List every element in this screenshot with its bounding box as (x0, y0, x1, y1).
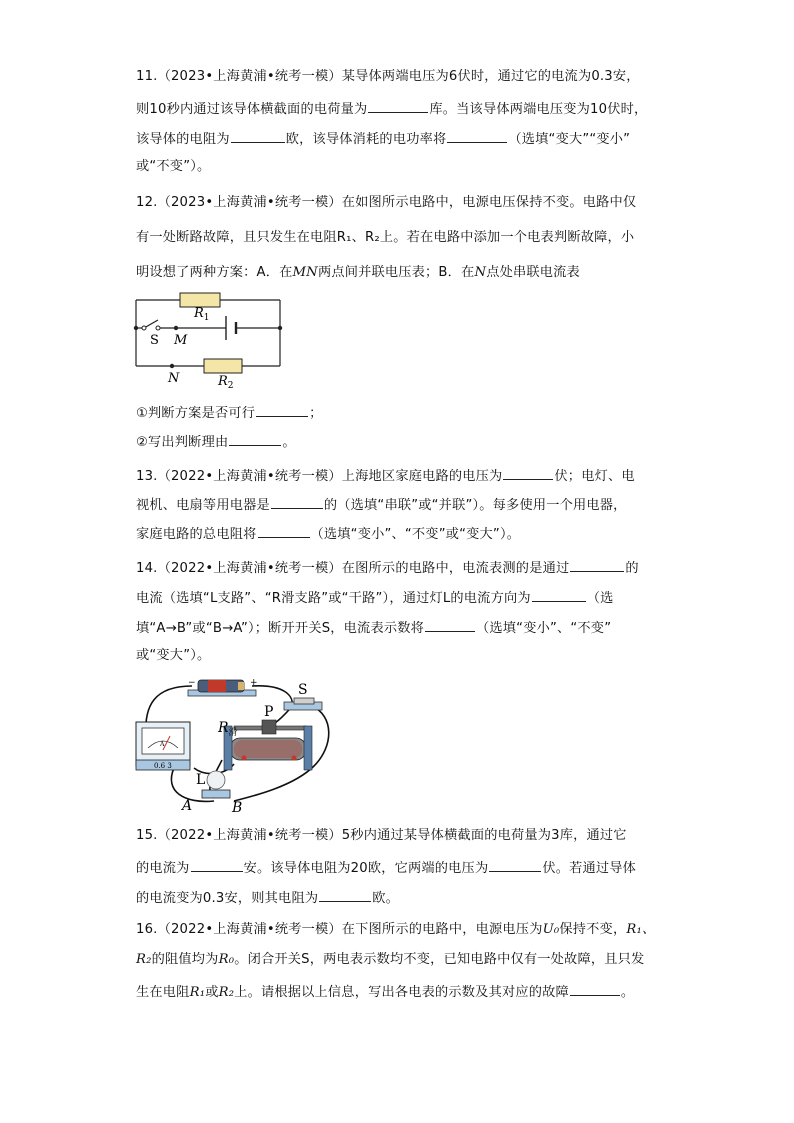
q14-line-2: 电流（选填“L支路”、“R滑支路”或“干路”），通过灯L的电流方向为 （选 (136, 587, 614, 608)
label-rheostat: $R_滑$ (218, 720, 238, 738)
q12-circuit-diagram (128, 286, 288, 390)
q12-blank-feasible[interactable] (256, 402, 308, 417)
label-terminal-b: B (232, 800, 243, 816)
q15-blank-resistance[interactable] (319, 887, 371, 902)
q14-circuit-photo (134, 676, 344, 816)
q11-blank-charge[interactable] (368, 98, 428, 113)
q12-line-3: 明设想了两种方案：A．在MN两点间并联电压表；B．在N点处串联电流表 (136, 265, 580, 280)
label-r2: $R_2$ (218, 374, 234, 390)
battery-plus-label: + (250, 678, 258, 688)
ammeter-a-label: A (160, 741, 165, 748)
label-r1: $R_1$ (194, 306, 210, 323)
q14-line-1: 14.（2022•上海黄浦•统考一模）在图所示的电路中，电流表测的是通过 的 (136, 557, 639, 578)
battery-minus-label: − (188, 678, 196, 688)
q11-blank-resistance[interactable] (231, 128, 285, 143)
q11-line-3: 该导体的电阻为 欧，该导体消耗的电功率将 （选填“变大”“变小” (136, 128, 630, 149)
q13-line-3: 家庭电路的总电阻将 （选填“变小”、“不变”或“变大”）。 (136, 523, 520, 544)
q16-line-2: R₂的阻值均为R₀。闭合开关S，两电表示数均不变，已知电路中仅有一处故障，且只发 (136, 952, 645, 967)
q11-line-1: 11.（2023•上海黄浦•统考一模）某导体两端电压为6伏时，通过它的电流为0.3安， (136, 69, 640, 84)
q16-line-3: 生在电阻R₁或R₂上。请根据以上信息，写出各电表的示数及其对应的故障 。 (136, 981, 634, 1002)
q12-blank-reason[interactable] (229, 431, 281, 446)
label-slider-p: P (264, 704, 274, 720)
q15-line-3: 的电流变为0.3安，则其电阻为 欧。 (136, 887, 399, 908)
q11-blank-power[interactable] (447, 128, 507, 143)
q14-line-4: 或“变大”）。 (136, 648, 211, 663)
q12-line-2: 有一处断路故障，且只发生在电阻R₁、R₂上。若在电路中添加一个电表判断故障，小 (136, 230, 635, 245)
lamp-icon (202, 771, 230, 798)
q11-line-2: 则10秒内通过该导体横截面的电荷量为 库。当该导体两端电压变为10伏时， (136, 98, 647, 119)
q13-line-1: 13.（2022•上海黄浦•统考一模）上海地区家庭电路的电压为 伏；电灯、电 (136, 465, 635, 486)
q14-blank-direction[interactable] (532, 587, 586, 602)
label-n: N (168, 371, 180, 386)
label-s: S (150, 333, 159, 348)
battery-holder-icon (188, 680, 256, 696)
q13-blank-connection[interactable] (271, 494, 323, 509)
q15-line-1: 15.（2022•上海黄浦•统考一模）5秒内通过某导体横截面的电荷量为3库，通过它 (136, 828, 627, 843)
q13-blank-resistance[interactable] (258, 523, 310, 538)
q15-line-2: 的电流为 安。该导体电阻为20欧，它两端的电压为 伏。若通过导体 (136, 857, 636, 878)
q11-line-4: 或“不变”）。 (136, 159, 211, 174)
ammeter-scale-label: 0.6 3 (154, 762, 172, 770)
label-lamp-l: L (196, 772, 206, 788)
q12-sub-2: ②写出判断理由 。 (136, 431, 296, 452)
q13-line-2: 视机、电扇等用电器是 的（选填“串联”或“并联”）。每多使用一个用电器， (136, 494, 627, 515)
resistor-r1 (180, 293, 220, 307)
q15-blank-voltage[interactable] (489, 857, 541, 872)
q14-blank-reading[interactable] (425, 617, 475, 632)
q14-blank-branch[interactable] (570, 557, 624, 572)
q16-blank-answer[interactable] (570, 981, 620, 996)
switch-icon (284, 698, 322, 710)
label-switch-s: S (298, 682, 308, 698)
q14-line-3: 填“A→B”或“B→A”）；断开开关S，电流表示数将 （选填“变小”、“不变” (136, 617, 611, 638)
q16-line-1: 16.（2022•上海黄浦•统考一模）在下图所示的电路中，电源电压为U₀保持不变，R₁、 (136, 922, 656, 937)
label-terminal-a: A (182, 798, 193, 814)
q12-line-1: 12.（2023•上海黄浦•统考一模）在如图所示电路中，电源电压保持不变。电路中仅 (136, 195, 637, 210)
q13-blank-voltage[interactable] (503, 465, 553, 480)
q12-sub-1: ①判断方案是否可行 ； (136, 402, 323, 423)
q15-blank-current[interactable] (191, 857, 243, 872)
resistor-r2 (204, 359, 242, 373)
label-m: M (174, 333, 188, 348)
